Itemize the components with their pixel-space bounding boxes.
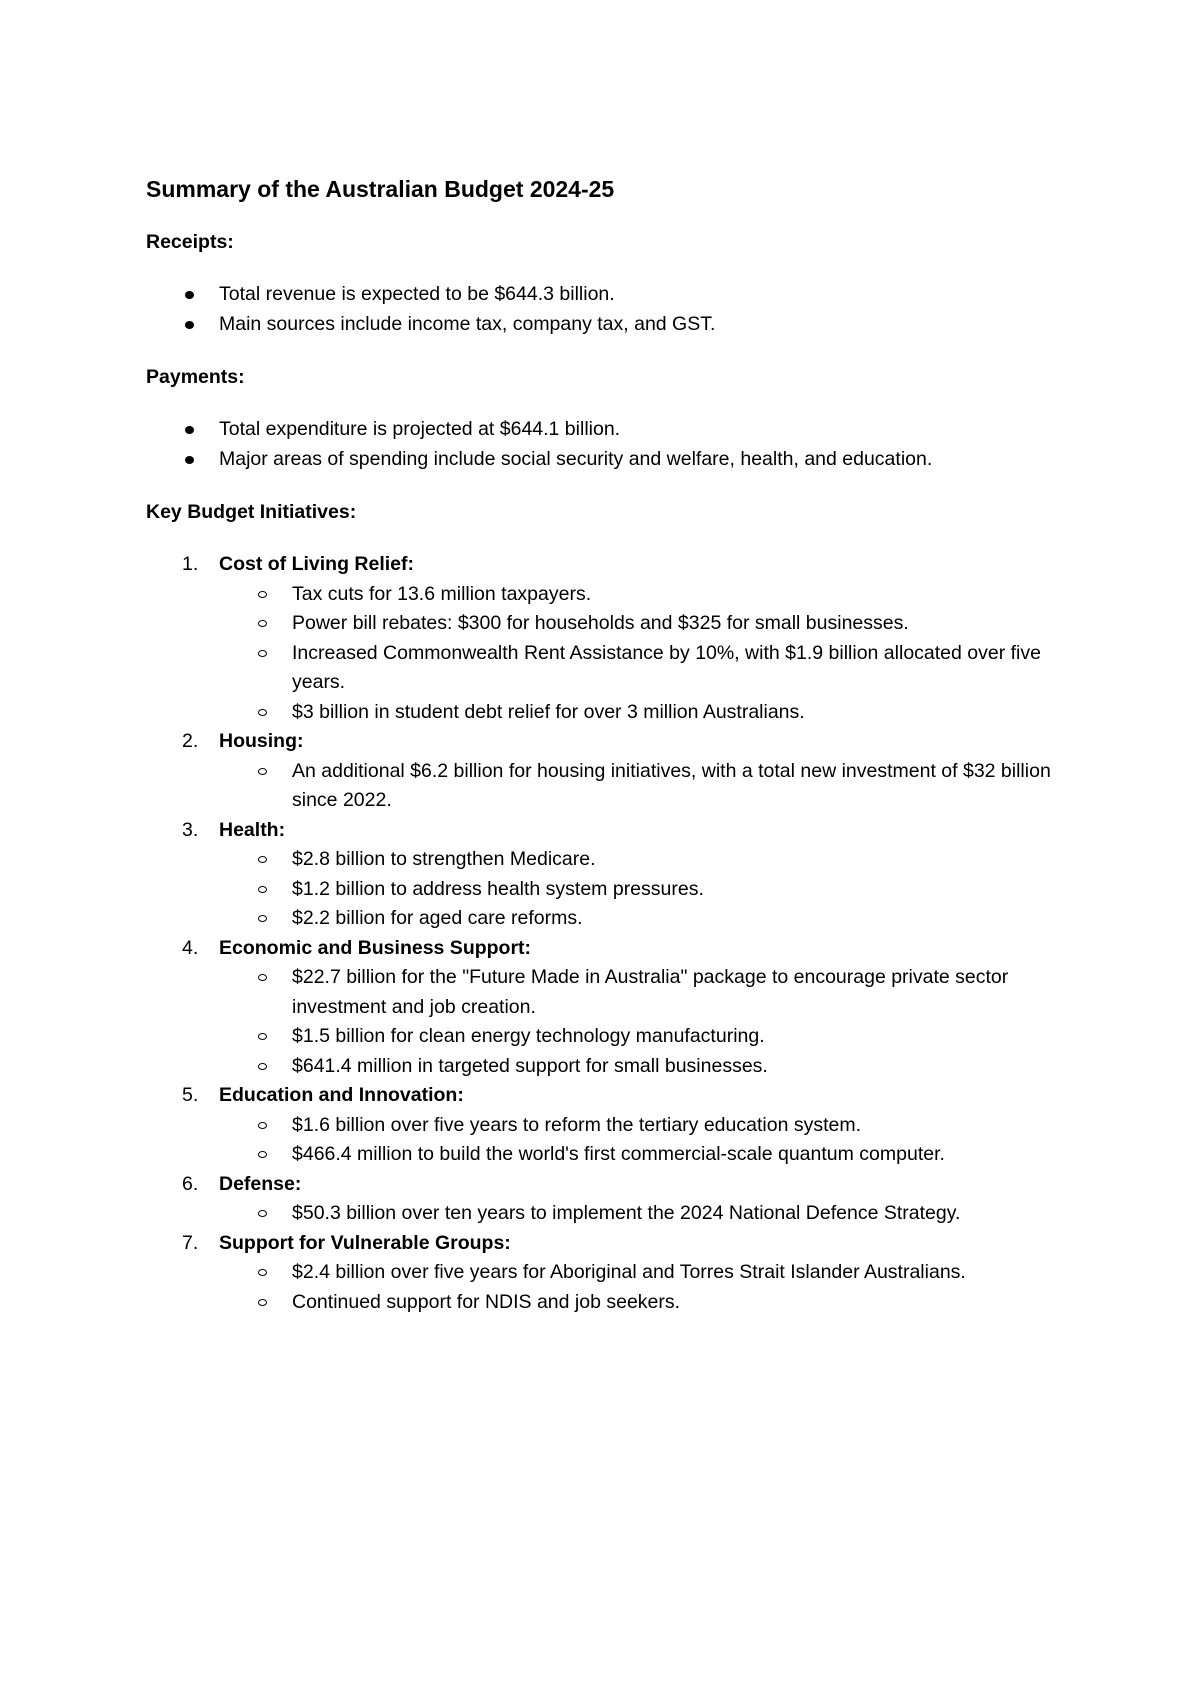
list-number: 2. (182, 730, 199, 752)
list-item-text: Power bill rebates: $300 for households and $325 for small businesses. (292, 612, 909, 634)
receipts-list (146, 280, 1086, 339)
list-item-text: Main sources include income tax, company tax, and GST. (219, 312, 716, 335)
list-item (146, 875, 1086, 905)
list-item-text: Tax cuts for 13.6 million taxpayers. (292, 582, 592, 605)
circle-bullet-icon (258, 974, 267, 981)
initiative-housing (146, 727, 1086, 816)
circle-bullet-icon (258, 1122, 267, 1129)
list-number: 6. (182, 1172, 199, 1195)
list-item (146, 1258, 1086, 1288)
list-item (146, 1140, 1086, 1170)
list-item (146, 445, 1086, 475)
list-item (146, 845, 1086, 875)
list-item (146, 757, 1086, 816)
initiative-vulnerable-groups (146, 1229, 1086, 1318)
receipts-heading: Receipts: (146, 231, 234, 253)
initiative-points (146, 580, 1086, 728)
list-item-text: $50.3 billion over ten years to implement the 2024 National Defence Strategy. (292, 1202, 961, 1224)
initiative-points (146, 1199, 1086, 1229)
bullet-dot-icon (185, 456, 194, 464)
initiative-health (146, 816, 1086, 934)
circle-bullet-icon (258, 591, 267, 598)
list-item-text: $2.4 billion over five years for Aboriginal and Torres Strait Islander Australians. (292, 1261, 966, 1283)
initiatives-heading: Key Budget Initiatives: (146, 501, 357, 523)
list-item (146, 1052, 1086, 1082)
initiative-heading (146, 816, 1086, 846)
list-item (146, 609, 1086, 639)
initiative-points (146, 845, 1086, 934)
list-item-text: Increased Commonwealth Rent Assistance by 10%, with $1.9 billion allocated over five years. (292, 641, 1041, 693)
list-item-text: Continued support for NDIS and job seekers. (292, 1290, 681, 1313)
list-item-text: $2.2 billion for aged care reforms. (292, 907, 583, 929)
list-number: 3. (182, 818, 199, 841)
circle-bullet-icon (258, 886, 267, 893)
initiative-economic-business (146, 934, 1086, 1082)
list-number: 1. (182, 553, 199, 575)
circle-bullet-icon (258, 1210, 267, 1217)
initiative-points (146, 1258, 1086, 1317)
circle-bullet-icon (258, 1151, 267, 1158)
list-number: 5. (182, 1084, 199, 1106)
initiative-title: Education and Innovation: (219, 1084, 464, 1106)
initiative-title: Economic and Business Support: (219, 936, 532, 959)
list-item (146, 963, 1086, 1022)
payments-list (146, 415, 1086, 474)
bullet-dot-icon (185, 426, 194, 434)
list-item (146, 1288, 1086, 1318)
list-item (146, 698, 1086, 728)
initiative-heading (146, 1229, 1086, 1259)
circle-bullet-icon (258, 1063, 267, 1070)
initiative-title: Support for Vulnerable Groups: (219, 1231, 511, 1254)
list-item (146, 904, 1086, 934)
list-item-text: $1.6 billion over five years to reform the tertiary education system. (292, 1113, 862, 1136)
initiative-points (146, 757, 1086, 816)
initiative-education-innovation (146, 1081, 1086, 1170)
list-item-text: $1.2 billion to address health system pressures. (292, 877, 704, 900)
list-item (146, 639, 1086, 698)
list-item-text: $2.8 billion to strengthen Medicare. (292, 848, 596, 870)
list-item-text: An additional $6.2 billion for housing initiatives, with a total new investment of $32 billion since 2022. (292, 759, 1051, 811)
list-number: 4. (182, 936, 199, 959)
list-item-text: Total revenue is expected to be $644.3 billion. (219, 283, 615, 305)
circle-bullet-icon (258, 1033, 267, 1040)
list-item-text: $641.4 million in targeted support for small businesses. (292, 1054, 768, 1077)
list-item-text: $3 billion in student debt relief for over 3 million Australians. (292, 700, 805, 723)
initiative-heading (146, 550, 1086, 580)
circle-bullet-icon (258, 709, 267, 716)
bullet-dot-icon (185, 321, 194, 329)
initiative-heading (146, 727, 1086, 757)
initiative-points (146, 1111, 1086, 1170)
list-number: 7. (182, 1231, 199, 1254)
list-item-text: $22.7 billion for the "Future Made in Australia" package to encourage private sector investment and job creation. (292, 966, 1009, 1018)
initiative-title: Housing: (219, 730, 304, 752)
initiative-title: Defense: (219, 1172, 302, 1195)
initiative-cost-of-living (146, 550, 1086, 727)
circle-bullet-icon (258, 620, 267, 627)
list-item-text: Major areas of spending include social security and welfare, health, and education. (219, 447, 933, 470)
initiative-points (146, 963, 1086, 1081)
list-item (146, 1022, 1086, 1052)
list-item (146, 1199, 1086, 1229)
initiative-heading (146, 1081, 1086, 1111)
circle-bullet-icon (258, 1269, 267, 1276)
initiative-title: Cost of Living Relief: (219, 553, 414, 575)
list-item (146, 415, 1086, 445)
initiatives-list (146, 550, 1086, 1317)
payments-heading: Payments: (146, 366, 245, 388)
circle-bullet-icon (258, 856, 267, 863)
list-item (146, 580, 1086, 610)
document-title: Summary of the Australian Budget 2024-25 (146, 176, 615, 202)
initiative-heading (146, 934, 1086, 964)
circle-bullet-icon (258, 1299, 267, 1306)
initiative-heading (146, 1170, 1086, 1200)
document-page (146, 172, 1086, 1317)
initiative-defense (146, 1170, 1086, 1229)
list-item-text: $1.5 billion for clean energy technology manufacturing. (292, 1025, 765, 1047)
list-item (146, 280, 1086, 310)
list-item (146, 310, 1086, 340)
initiative-title: Health: (219, 818, 286, 841)
list-item-text: $466.4 million to build the world's first commercial-scale quantum computer. (292, 1143, 945, 1165)
circle-bullet-icon (258, 915, 267, 922)
circle-bullet-icon (258, 768, 267, 775)
list-item-text: Total expenditure is projected at $644.1 billion. (219, 418, 621, 440)
bullet-dot-icon (185, 291, 194, 299)
list-item (146, 1111, 1086, 1141)
circle-bullet-icon (258, 650, 267, 657)
